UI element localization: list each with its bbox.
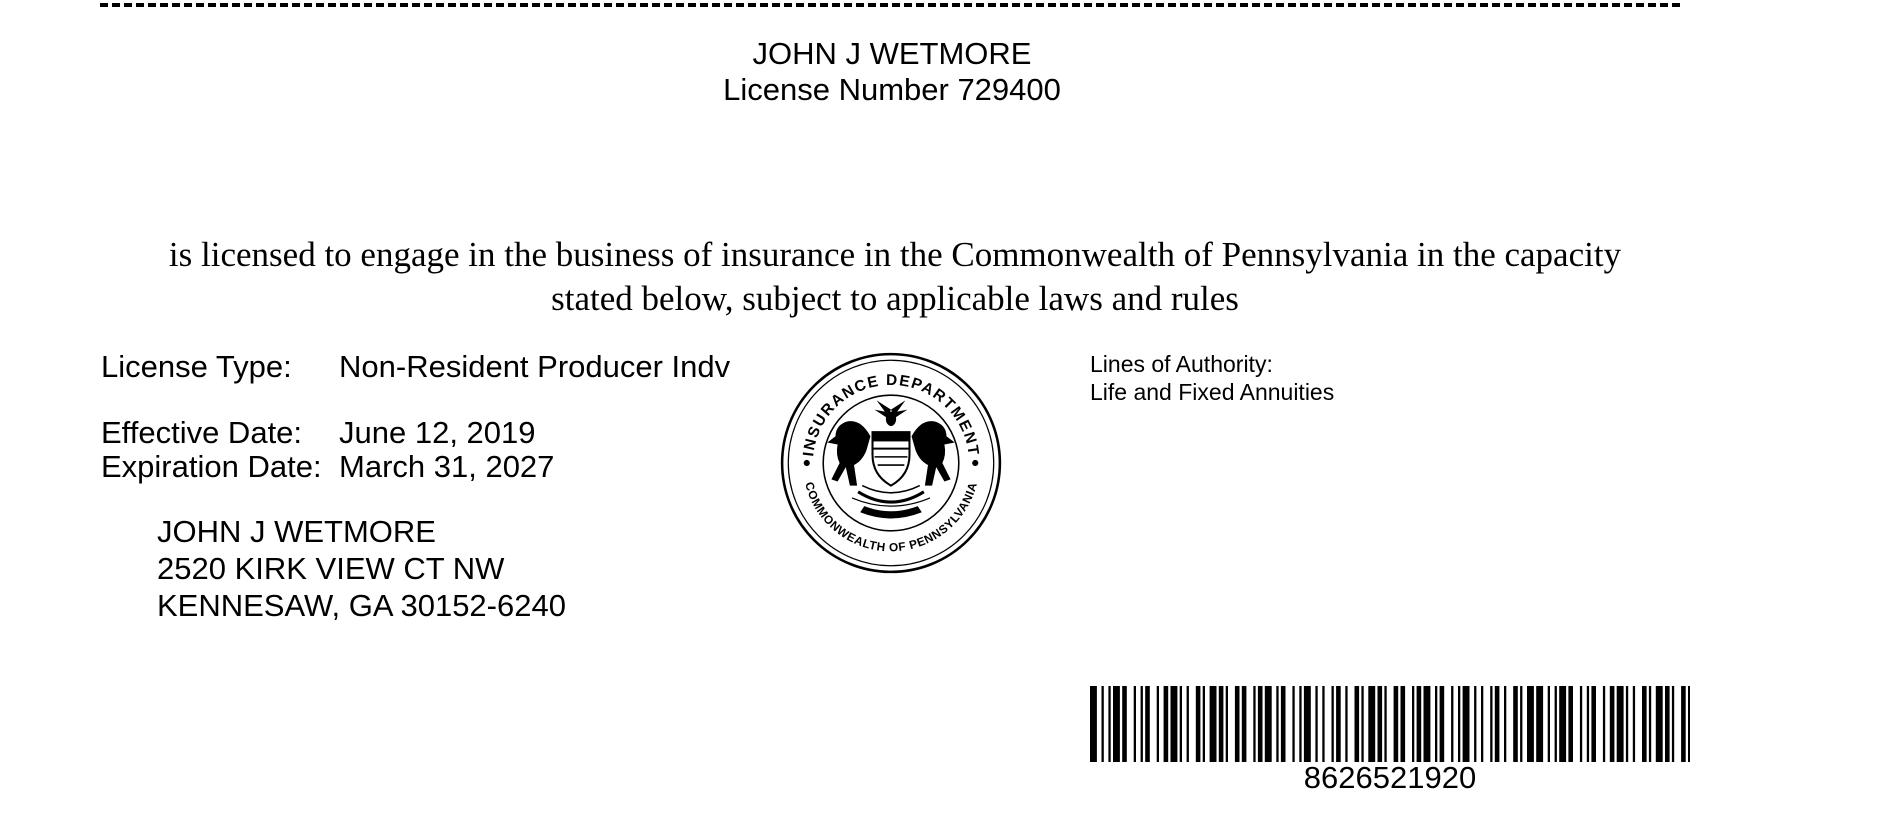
barcode-bar xyxy=(1435,686,1437,762)
expiration-date-value: March 31, 2027 xyxy=(339,449,555,484)
barcode-bar xyxy=(1394,686,1399,762)
address-city-state-zip: KENNESAW, GA 30152-6240 xyxy=(157,588,566,623)
barcode-bar xyxy=(1304,686,1311,762)
barcode-bar xyxy=(1203,686,1205,762)
expiration-date-label: Expiration Date: xyxy=(101,449,322,484)
barcode-bar xyxy=(1336,686,1341,762)
barcode-bar xyxy=(1134,686,1136,762)
barcode-bar xyxy=(1649,686,1651,762)
barcode-bar xyxy=(1368,686,1375,762)
barcode-bar xyxy=(1226,686,1228,762)
barcode-bar xyxy=(1603,686,1605,762)
effective-date-value: June 12, 2019 xyxy=(339,415,536,450)
barcode-bar xyxy=(1412,686,1414,762)
barcode-bar xyxy=(1235,686,1240,762)
barcode-bar xyxy=(1626,686,1628,762)
barcode-bar xyxy=(1141,686,1143,762)
barcode-bar xyxy=(1265,686,1272,762)
barcode-bar xyxy=(1580,686,1582,762)
barcode-bar xyxy=(1157,686,1159,762)
barcode-bar xyxy=(1527,686,1534,762)
seal-bottom-text: COMMONWEALTH OF PENNSYLVANIA xyxy=(802,480,980,555)
barcode-bar xyxy=(1345,686,1347,762)
barcode-bar xyxy=(1180,686,1182,762)
barcode-bar xyxy=(1656,686,1663,762)
barcode-bar xyxy=(1672,686,1674,762)
barcode-bar xyxy=(1474,686,1476,762)
license-type-label: License Type: xyxy=(101,349,292,384)
barcode-bar xyxy=(1417,686,1422,762)
barcode-bar xyxy=(1164,686,1169,762)
barcode-bar xyxy=(1090,686,1097,762)
barcode-bar xyxy=(1568,686,1573,762)
barcode-bar xyxy=(1481,686,1483,762)
statement-line-2: stated below, subject to applicable laws and rules xyxy=(551,279,1239,318)
barcode-bar xyxy=(1610,686,1615,762)
license-fields xyxy=(101,350,730,484)
barcode-bar xyxy=(1633,686,1635,762)
barcode-bar xyxy=(1113,686,1120,762)
barcode-bar xyxy=(1688,686,1690,762)
barcode-bar xyxy=(1513,686,1518,762)
barcode-bar xyxy=(1591,686,1596,762)
barcode-bar xyxy=(1299,686,1301,762)
license-header xyxy=(0,36,1784,108)
license-statement xyxy=(95,233,1695,321)
authority-label: Lines of Authority: xyxy=(1090,351,1273,377)
license-type-value: Non-Resident Producer Indv xyxy=(339,349,731,384)
barcode-bar xyxy=(1292,686,1294,762)
barcode-bar xyxy=(1315,686,1317,762)
barcode-bar xyxy=(1281,686,1286,762)
barcode-bar xyxy=(1495,686,1500,762)
barcode-bar xyxy=(1548,686,1550,762)
barcode-bar xyxy=(1681,686,1686,762)
barcode-bar xyxy=(1122,686,1127,762)
authority-value: Life and Fixed Annuities xyxy=(1090,379,1335,405)
barcode-bar xyxy=(1102,686,1104,762)
effective-date-label: Effective Date: xyxy=(101,415,303,450)
barcode-bar xyxy=(1490,686,1492,762)
seal-top-text: INSURANCE DEPARTMENT xyxy=(800,371,982,458)
barcode-bar xyxy=(1242,686,1247,762)
barcode-bar xyxy=(1276,686,1278,762)
barcode-bar xyxy=(1424,686,1431,762)
mailing-address xyxy=(157,513,566,624)
barcode-bar xyxy=(1463,686,1470,762)
effective-date-row xyxy=(101,416,730,450)
barcode-bar xyxy=(1384,686,1386,762)
barcode-bar xyxy=(1108,686,1110,762)
insurance-department-seal-icon xyxy=(778,350,1004,576)
barcode-bar xyxy=(1219,686,1224,762)
barcode-bar xyxy=(1458,686,1460,762)
barcode-bar xyxy=(1253,686,1255,762)
dashed-cut-line xyxy=(100,3,1680,7)
statement-line-1: is licensed to engage in the business of insurance in the Commonwealth of Pennsylvania in the capacity xyxy=(168,235,1622,274)
barcode-bar xyxy=(1361,686,1363,762)
barcode-bar xyxy=(1196,686,1201,762)
barcode-bar xyxy=(1378,686,1383,762)
barcode-bar xyxy=(1665,686,1670,762)
license-type-row xyxy=(101,350,730,384)
barcode-bar xyxy=(1171,686,1178,762)
barcode-number: 8626521920 xyxy=(1303,760,1477,795)
barcode-bar xyxy=(1504,686,1506,762)
barcode-bar xyxy=(1642,686,1647,762)
barcode-bar xyxy=(1587,686,1589,762)
barcode-bar xyxy=(1617,686,1624,762)
barcode-bar xyxy=(1520,686,1522,762)
barcode-bar xyxy=(1210,686,1217,762)
barcode-bar xyxy=(1401,686,1406,762)
barcode-bar xyxy=(1451,686,1453,762)
barcode-icon xyxy=(1090,686,1690,762)
license-number: License Number 729400 xyxy=(723,72,1061,107)
address-name: JOHN J WETMORE xyxy=(157,514,436,549)
barcode-bar xyxy=(1258,686,1263,762)
expiration-date-row xyxy=(101,450,730,484)
barcode-bar xyxy=(1322,686,1324,762)
barcode-bar xyxy=(1332,686,1334,762)
barcode-bar xyxy=(1440,686,1445,762)
barcode-bar xyxy=(1559,686,1566,762)
barcode-bar xyxy=(1355,686,1360,762)
barcode-bar xyxy=(1145,686,1150,762)
lines-of-authority xyxy=(1090,350,1334,406)
barcode-bar xyxy=(1555,686,1557,762)
address-street: 2520 KIRK VIEW CT NW xyxy=(157,551,505,586)
barcode-bar xyxy=(1187,686,1189,762)
holder-name: JOHN J WETMORE xyxy=(752,36,1032,71)
barcode-bar xyxy=(1536,686,1543,762)
